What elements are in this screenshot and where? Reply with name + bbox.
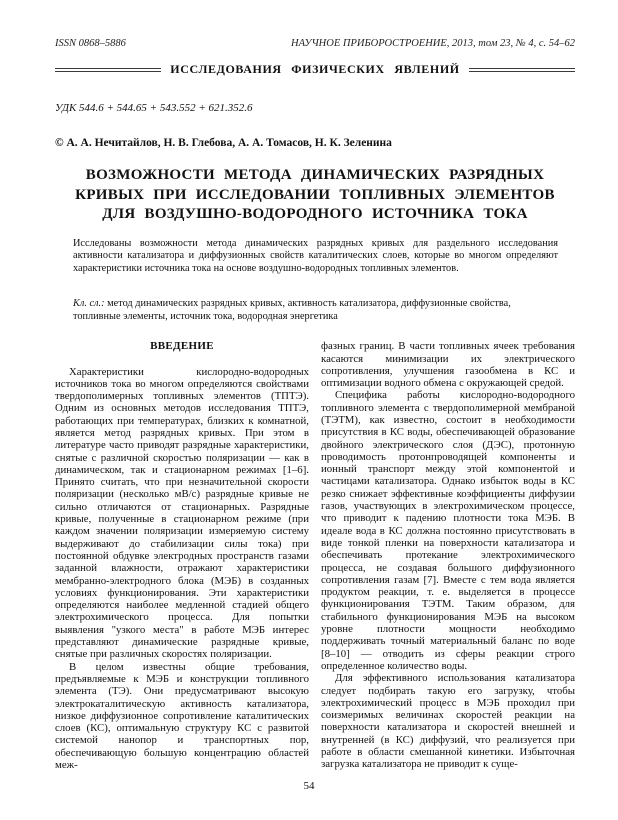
keywords-block	[73, 297, 558, 323]
right-column-paragraph-1: фазных границ. В части топливных ячеек требования касаются минимизации их электрического сопротивления, улучшения газообмена в КС и оптимизации водного обмена с окружающей средой.	[321, 340, 575, 390]
udc-line: УДК 544.6 + 544.65 + 543.552 + 621.352.6	[55, 102, 253, 114]
section-title: ИССЛЕДОВАНИЯ ФИЗИЧЕСКИХ ЯВЛЕНИЙ	[170, 62, 460, 76]
page-number: 54	[303, 780, 315, 792]
introduction-heading: ВВЕДЕНИЕ	[150, 340, 214, 353]
banner-rule-right	[469, 68, 575, 72]
body-columns	[55, 340, 575, 771]
left-column-paragraph-1: Характеристики кислородно-водородных источников тока во многом определяются свойствами твердополимерных топливных элементов (ТПТЭ). Одним из основных методов исследования ТПТЭ, работающих при температурах, близких к комнатной, является метод разрядных кривых. При этом в литературе часто приводят разрядные характеристики, снятые с различной скоростью поляризации — как в динамическом, так и стационарном режимах [1–6]. Принято считать, что при незначительной скорости поляризации (несколько мВ/с) разрядные кривые не сильно отличаются от стационарных. Разрядные кривые, полученные в стационарном режиме (при каждом значении поляризации измеряемую систему выдерживают до стабилизации силы тока) при постоянной обдувке электродных пространств газами заданной влажности, отражают характеристики мембранно-электродного блока (МЭБ) в созданных условиях функционирования. Эти характеристики определяются наиболее медленной стадией общего электрохимического процесса. Для попытки выявления "узкого места" в работе МЭБ интерес представляют динамические разрядные кривые, снятые при различных скоростях поляризации.	[55, 365, 309, 661]
article-title-line-3: ДЛЯ ВОЗДУШНО-ВОДОРОДНОГО ИСТОЧНИКА ТОКА	[102, 206, 528, 222]
left-column-paragraph-2: В целом известны общие требования, предъявляемые к МЭБ и конструкции топливного элемента (ТЭ). Они предусматривают высокую электрокаталитическую активность катализатора, низкое диффузионное сопротивление каталитических слоев (КС), оптимальную структуру КС с развитой системой нанопор и транспортных пор, обеспечивающую большую концентрацию областей меж-	[55, 660, 309, 772]
keywords-label: Кл. сл.:	[73, 298, 105, 310]
right-column-paragraph-2: Специфика работы кислородно-водородного топливного элемента с твердополимерной мембраной (ТЭТМ), как известно, состоит в необходимости присутствия в КС воды, обеспечивающей образование двойного электрического слоя (ДЭС), протонную проводимость протонпроводящей компоненты и ионный транспорт между этой компонентой и частицами катализатора. Однако избыток воды в КС резко снижает эффективные коэффициенты диффузии газов, участвующих в электрохимическом процессе, что приводит к падению плотности тока МЭБ. В идеале вода в КС должна постоянно присутствовать в виде тонкой пленки на поверхности катализатора и обеспечивать протекание электрохимического процесса, не создавая большого диффузионного сопротивления газам [7]. Вместе с тем вода является продуктом реакции, т. е. выделяется в процессе функционирования ТЭТМ. Таким образом, для стабильного функционирования МЭБ на высоком уровне плотности мощности необходимо поддерживать точный материальный баланс по воде [8–10] — отводить из сферы реакции строго определенное количество воды.	[321, 389, 575, 672]
article-title	[55, 166, 575, 225]
journal-reference: НАУЧНОЕ ПРИБОРОСТРОЕНИЕ, 2013, том 23, № 4, с. 54–62	[291, 38, 575, 49]
left-column	[55, 340, 309, 771]
right-column	[321, 340, 575, 771]
article-title-line-2: КРИВЫХ ПРИ ИССЛЕДОВАНИИ ТОПЛИВНЫХ ЭЛЕМЕНТОВ	[75, 186, 555, 203]
article-title-line-1: ВОЗМОЖНОСТИ МЕТОДА ДИНАМИЧЕСКИХ РАЗРЯДНЫХ	[85, 167, 545, 183]
issn-label: ISSN 0868–5886	[55, 38, 126, 49]
authors-line: © А. А. Нечитайлов, Н. В. Глебова, А. А. Томасов, Н. К. Зеленина	[55, 137, 392, 149]
section-banner	[55, 62, 575, 77]
banner-rule-left	[55, 68, 161, 72]
running-head	[55, 38, 575, 49]
keywords-text: метод динамических разрядных кривых, активность катализатора, диффузионные свойства, топливные элементы, источник тока, водородная энергетика	[73, 298, 511, 323]
abstract-text: Исследованы возможности метода динамических разрядных кривых для раздельного исследования активности катализатора и диффузионных свойств каталитических слоев, которые во многом определяют характеристики источника тока на основе воздушно-водородных топливных элементов.	[73, 237, 558, 275]
right-column-paragraph-3: Для эффективного использования катализатора следует подбирать такую его загрузку, чтобы электрохимический процесс в МЭБ проходил при соизмеримых величинах скоростей реакции на поверхности катализатора и скоростей внешней и внутренней (в КС) диффузий, что реализуется при работе в области смешанной кинетики. Избыточная загрузка катализатора не приводит к суще-	[321, 672, 575, 771]
